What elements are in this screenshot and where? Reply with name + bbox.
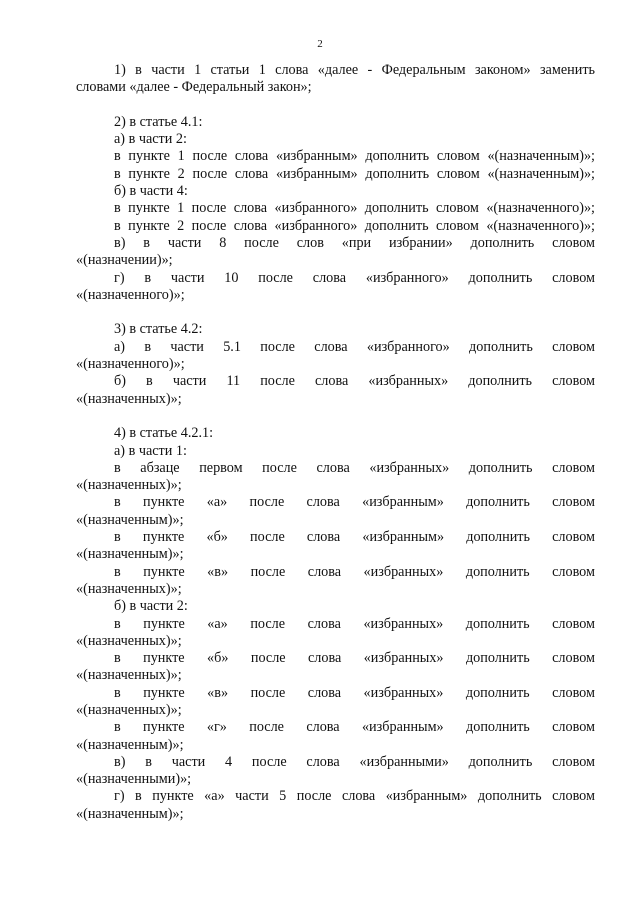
text-line: «(назначенными)»;: [76, 771, 192, 788]
text-line: в абзаце первом после слова «избранных» дополнить словом: [114, 459, 595, 476]
text-line: «(назначенных)»;: [76, 701, 182, 718]
text-line: «(назначенного)»;: [76, 286, 185, 303]
text-line: «(назначенным)»;: [76, 511, 184, 528]
text-line: г) в пункте «а» части 5 после слова «избранным» дополнить словом: [114, 788, 595, 805]
text-line: в пункте «а» после слова «избранным» дополнить словом: [114, 494, 595, 511]
text-line: в пункте «б» после слова «избранным» дополнить словом: [114, 529, 595, 546]
text-line: а) в части 5.1 после слова «избранного» дополнить словом: [114, 338, 595, 355]
text-line: «(назначенных)»;: [76, 580, 182, 597]
text-line: б) в части 2:: [114, 598, 188, 615]
text-line: в пункте «в» после слова «избранных» дополнить словом: [114, 563, 595, 580]
text-line: б) в части 4:: [114, 183, 188, 200]
text-line: в) в части 8 после слов «при избрании» дополнить словом: [114, 234, 595, 251]
text-line: 3) в статье 4.2:: [114, 321, 203, 338]
text-line: а) в части 2:: [114, 131, 187, 148]
text-line: «(назначенных)»;: [76, 477, 182, 494]
text-line: в пункте 2 после слова «избранного» дополнить словом «(назначенного)»;: [114, 217, 595, 234]
text-line: «(назначенного)»;: [76, 356, 185, 373]
text-line: в) в части 4 после слова «избранными» дополнить словом: [114, 753, 595, 770]
text-line: «(назначенных)»;: [76, 632, 182, 649]
text-line: в пункте 1 после слова «избранным» дополнить словом «(назначенным)»;: [114, 148, 595, 165]
text-line: г) в части 10 после слова «избранного» дополнить словом: [114, 269, 595, 286]
text-line: 4) в статье 4.2.1:: [114, 425, 214, 442]
text-line: «(назначенных)»;: [76, 390, 182, 407]
text-line: в пункте 1 после слова «избранного» дополнить словом «(назначенного)»;: [114, 200, 595, 217]
document-body: [76, 62, 595, 823]
page-number: 2: [317, 38, 323, 50]
text-line: «(назначенным)»;: [76, 736, 184, 753]
text-line: «(назначении)»;: [76, 252, 173, 269]
text-line: в пункте 2 после слова «избранным» дополнить словом «(назначенным)»;: [114, 165, 595, 182]
text-line: словами «далее - Федеральный закон»;: [76, 79, 312, 96]
paragraph-gap: [76, 408, 595, 425]
text-line: в пункте «в» после слова «избранных» дополнить словом: [114, 684, 595, 701]
text-line: «(назначенных)»;: [76, 667, 182, 684]
text-line: 2) в статье 4.1:: [114, 113, 203, 130]
text-line: «(назначенным)»;: [76, 805, 184, 822]
text-line: а) в части 1:: [114, 442, 187, 459]
paragraph-gap: [76, 304, 595, 321]
text-line: б) в части 11 после слова «избранных» дополнить словом: [114, 373, 595, 390]
paragraph-gap: [76, 97, 595, 114]
text-line: 1) в части 1 статьи 1 слова «далее - Федеральным законом» заменить: [114, 62, 595, 78]
text-line: «(назначенным)»;: [76, 546, 184, 563]
text-line: в пункте «б» после слова «избранных» дополнить словом: [114, 650, 595, 667]
text-line: в пункте «а» после слова «избранных» дополнить словом: [114, 615, 595, 632]
text-line: в пункте «г» после слова «избранным» дополнить словом: [114, 719, 595, 736]
